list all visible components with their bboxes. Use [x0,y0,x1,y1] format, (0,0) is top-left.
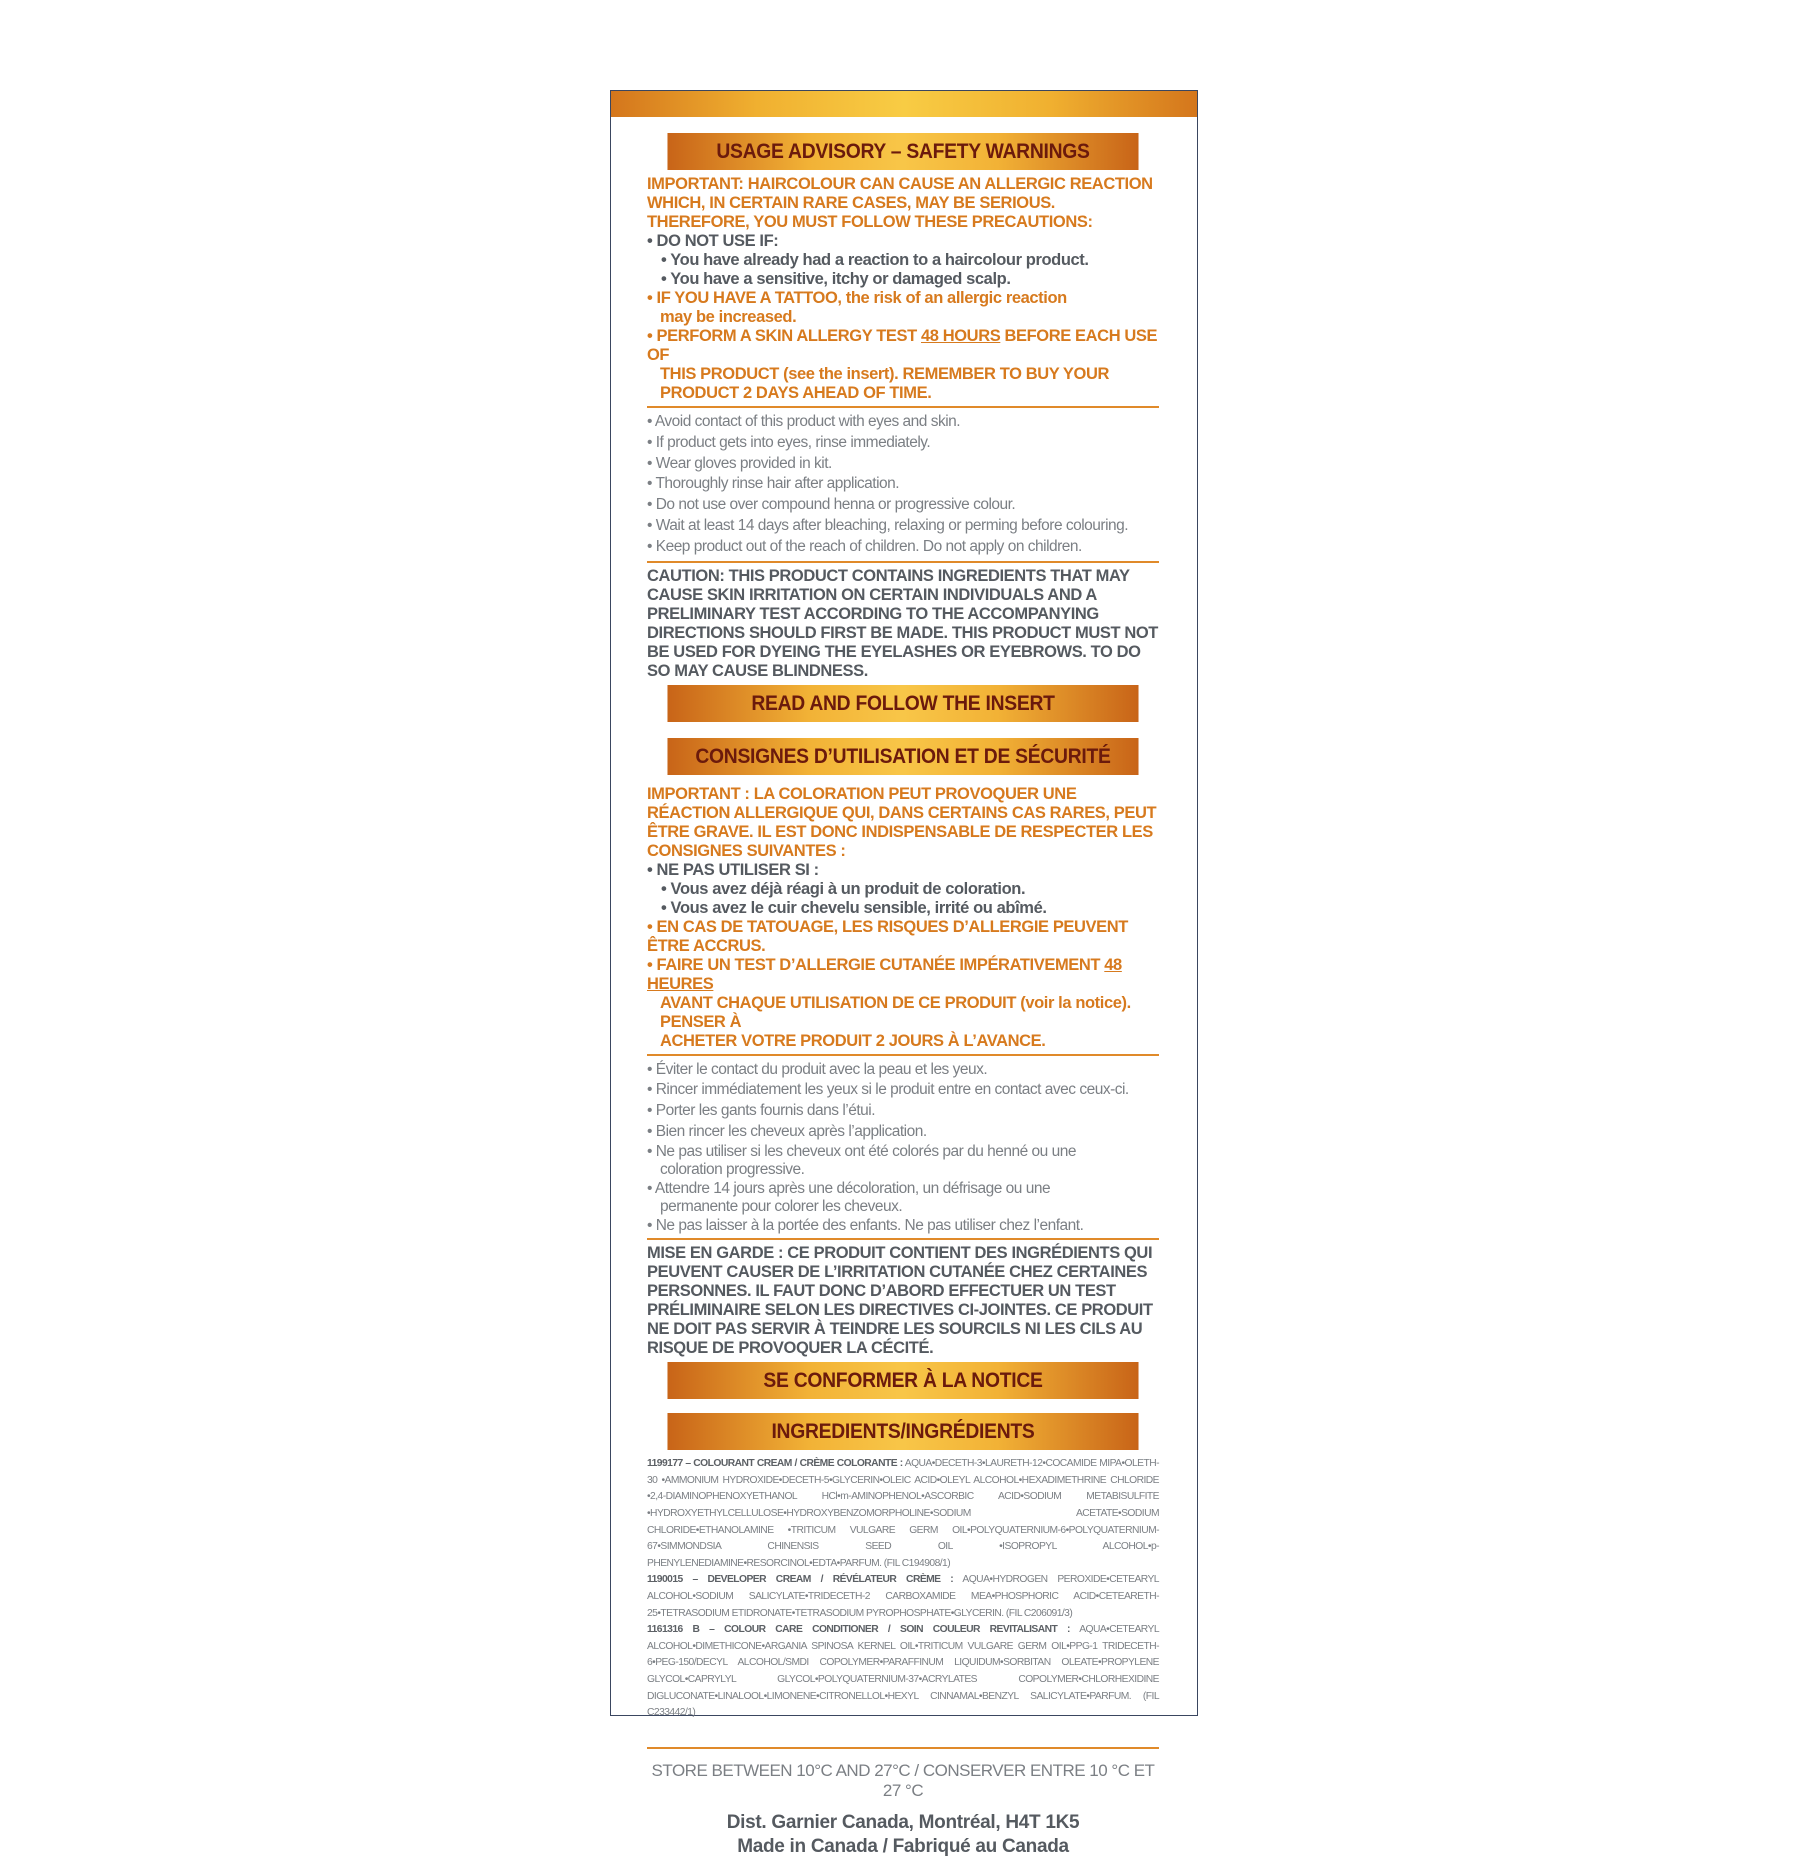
en-caution: CAUTION: THIS PRODUCT CONTAINS INGREDIENTS THAT MAY CAUSE SKIN IRRITATION ON CERTAIN INDIVIDUALS AND A PRELIMINARY TEST ACCORDING TO THE ACCOMPANYING DIRECTIONS SHOULD FIRST BE MADE. THIS PRODUCT MUST NOT BE USED FOR DYEING THE EYELASHES OR EYEBROWS. TO DO SO MAY CAUSE BLINDNESS. [647,566,1158,680]
ingredients-banner: INGREDIENTS/INGRÉDIENTS [667,1413,1138,1450]
divider [647,1238,1159,1240]
en-bullet: • Wait at least 14 days after bleaching, relaxing or perming before colouring. [647,516,1129,534]
distributor-text: Dist. Garnier Canada, Montréal, H4T 1K5 [726,1811,1080,1833]
en-tattoo-warning [647,289,1159,308]
fr-skin-test-line3: ACHETER VOTRE PRODUIT 2 JOURS À L’AVANCE. [660,1031,1046,1050]
en-skin-test-line3: PRODUCT 2 DAYS AHEAD OF TIME. [660,384,932,402]
conditioner-ingredients [647,1622,1159,1722]
colourant-list: AQUA•DECETH-3•LAURETH-12•COCAMIDE MIPA•OLETH-30 •AMMONIUM HYDROXIDE•DECETH-5•GLYCERIN•OLEIC ACID•OLEYL ALCOHOL•HEXADIMETHRINE CHLORIDE •2,4-DIAMINOPHENOXYETHANOL HCl•m-AMINOPHENOL•ASCORBIC ACID•SODIUM METABISULFITE •HYDROXYETHYLCELLULOSE•HYDROXYBENZOMORPHOLINE•SODIUM ACETATE•SODIUM CHLORIDE•ETHANOLAMINE •TRITICUM VULGARE GERM OIL•POLYQUATERNIUM-6•POLYQUATERNIUM-67•SIMMONDSIA CHINENSIS SEED OIL •ISOPROPYL ALCOHOL•p-PHENYLENEDIAMINE•RESORCINOL•EDTA•PARFUM. (FIL C194908/1) [647,1458,1159,1569]
fr-caution: MISE EN GARDE : CE PRODUIT CONTIENT DES INGRÉDIENTS QUI PEUVENT CAUSER DE L’IRRITATION CUTANÉE CHEZ CERTAINES PERSONNES. IL FAUT DONC D’ABORD EFFECTUER UN TEST PRÉLIMINAIRE SELON LES DIRECTIVES CI-JOINTES. CE PRODUIT NE DOIT PAS SERVIR À TEINDRE LES SOURCILS NI LES CILS AU RISQUE DE PROVOQUER LA CÉCITÉ. [647,1244,1153,1358]
en-do-not-use: • DO NOT USE IF: [647,232,779,250]
en-read-insert-banner: READ AND FOLLOW THE INSERT [667,685,1138,722]
developer-label: 1190015 – DEVELOPER CREAM / RÉVÉLATEUR CRÈME : [647,1574,954,1586]
fr-do-not-use-item: • Vous avez déjà réagi à un produit de coloration. [661,879,1026,898]
divider [647,561,1159,563]
fr-bullet: • Ne pas laisser à la portée des enfants. Ne pas utiliser chez l’enfant. [647,1216,1084,1234]
fr-bullet: • Ne pas utiliser si les cheveux ont été colorés par du henné ou une [647,1142,1076,1160]
en-skin-test-b: BEFORE EACH USE OF [647,327,1158,364]
en-bullet: • Keep product out of the reach of children. Do not apply on children. [647,537,1082,555]
panel-content [647,133,1159,1859]
en-skin-test-a: • PERFORM A SKIN ALLERGY TEST [647,327,921,345]
fr-bullet-continued: coloration progressive. [660,1161,805,1179]
fr-bullet: • Attendre 14 jours après une décoloration, un défrisage ou une [647,1179,1051,1197]
en-banner-title: USAGE ADVISORY – SAFETY WARNINGS [667,133,1138,170]
en-skin-test-hours: 48 HOURS [921,327,1001,345]
fr-tattoo-rest: LES RISQUES D’ALLERGIE PEUVENT ÊTRE ACCRUS. [647,917,1128,955]
top-color-band [611,91,1197,117]
divider [647,406,1159,408]
divider [647,1747,1159,1749]
en-bullet: • If product gets into eyes, rinse immediately. [647,433,931,451]
en-tattoo-rest: the risk of an allergic reaction [841,289,1067,307]
en-skin-test [647,327,1159,365]
fr-do-not-use-item: • Vous avez le cuir chevelu sensible, irrité ou abîmé. [661,898,1047,917]
storage-text: STORE BETWEEN 10°C AND 27°C / CONSERVER ENTRE 10 °C ET 27 °C [651,1760,1155,1800]
fr-tattoo-lead: • EN CAS DE TATOUAGE, [647,917,842,936]
developer-list: AQUA•HYDROGEN PEROXIDE•CETEARYL ALCOHOL•SODIUM SALICYLATE•TRIDECETH-2 CARBOXAMIDE MEA•PHOSPHORIC ACID•CETEARETH-25•TETRASODIUM ETIDRONATE•TETRASODIUM PYROPHOSPHATE•GLYCERIN. (FIL C206091/3) [647,1574,1159,1619]
conditioner-label: 1161316 B – COLOUR CARE CONDITIONER / SOIN COULEUR REVITALISANT : [647,1624,1070,1636]
en-important-text: IMPORTANT: HAIRCOLOUR CAN CAUSE AN ALLERGIC REACTION WHICH, IN CERTAIN RARE CASES, MAY BE SERIOUS. THEREFORE, YOU MUST FOLLOW THESE PRECAUTIONS: [647,175,1153,231]
fr-tattoo-warning [647,918,1159,956]
fr-do-not-use: • NE PAS UTILISER SI : [647,860,819,879]
fr-banner-title: CONSIGNES D’UTILISATION ET DE SÉCURITÉ [667,738,1138,775]
developer-ingredients [647,1572,1159,1622]
made-in-text: Made in Canada / Fabriqué au Canada [737,1835,1069,1857]
fr-skin-test-line2: AVANT CHAQUE UTILISATION DE CE PRODUIT (voir la notice). PENSER À [660,993,1131,1031]
conditioner-list: AQUA•CETEARYL ALCOHOL•DIMETHICONE•ARGANIA SPINOSA KERNEL OIL•TRITICUM VULGARE GERM OIL•PPG-1 TRIDECETH-6•PEG-150/DECYL ALCOHOL/SMDI COPOLYMER•PARAFFINUM LIQUIDUM•SORBITAN OLEATE•PROPYLENE GLYCOL•CAPRYLYL GLYCOL•POLYQUATERNIUM-37•ACRYLATES COPOLYMER•CHLORHEXIDINE DIGLUCONATE•LINALOOL•LIMONENE•CITRONELLOL•HEXYL CINNAMAL•BENZYL SALICYLATE•PARFUM. (FIL C233442/1) [647,1624,1159,1719]
fr-bullet: • Porter les gants fournis dans l’étui. [647,1102,876,1120]
fr-skin-test-hours: 48 HEURES [647,955,1122,993]
fr-skin-test-a: • FAIRE UN TEST D’ALLERGIE CUTANÉE IMPÉRATIVEMENT [647,955,1105,974]
fr-bullet: • Bien rincer les cheveux après l’application. [647,1122,927,1140]
en-bullet: • Avoid contact of this product with eyes and skin. [647,413,961,430]
fr-important-text: IMPORTANT : LA COLORATION PEUT PROVOQUER UNE RÉACTION ALLERGIQUE QUI, DANS CERTAINS CAS RARES, PEUT ÊTRE GRAVE. IL EST DONC INDISPENSABLE DE RESPECTER LES CONSIGNES SUIVANTES : [647,784,1157,860]
fr-bullet: • Éviter le contact du produit avec la peau et les yeux. [647,1060,988,1078]
en-bullet: • Do not use over compound henna or progressive colour. [647,496,1016,514]
en-do-not-use-item: • You have a sensitive, itchy or damaged scalp. [661,270,1011,288]
divider [647,1054,1159,1056]
fr-bullet: • Rincer immédiatement les yeux si le produit entre en contact avec ceux-ci. [647,1081,1129,1099]
colourant-ingredients [647,1456,1159,1572]
en-bullet: • Thoroughly rinse hair after application. [647,475,900,493]
fr-skin-test [647,956,1159,994]
en-skin-test-line2: THIS PRODUCT (see the insert). REMEMBER TO BUY YOUR [660,365,1110,383]
package-panel [610,90,1198,1857]
fr-read-insert-banner: SE CONFORMER À LA NOTICE [667,1362,1138,1399]
colourant-label: 1199177 – COLOURANT CREAM / CRÈME COLORANTE : [647,1458,903,1470]
en-bullet: • Wear gloves provided in kit. [647,454,832,472]
fr-bullet-continued: permanente pour colorer les cheveux. [660,1198,903,1216]
en-tattoo-line2: may be increased. [660,308,797,326]
en-tattoo-lead: • IF YOU HAVE A TATTOO, [647,289,842,307]
en-do-not-use-item: • You have already had a reaction to a haircolour product. [661,251,1089,269]
